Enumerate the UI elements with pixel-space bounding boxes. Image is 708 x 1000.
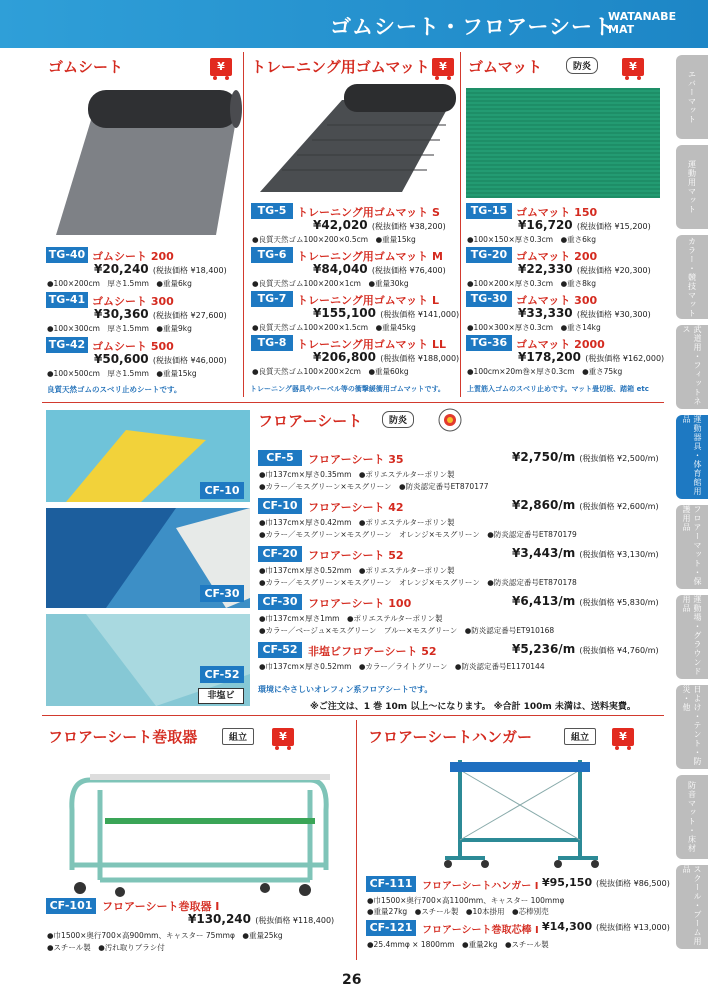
fireproof-badge: 防炎 bbox=[382, 411, 414, 428]
product-price bbox=[512, 594, 659, 608]
product-spec: ●100×300cm 厚さ1.5mm ●重量9kg bbox=[47, 324, 192, 333]
product-code: CF-121 bbox=[366, 920, 416, 936]
product-code: TG-8 bbox=[251, 335, 293, 351]
non-pvc-tag: 非塩ビ bbox=[198, 688, 244, 704]
price-value: ¥14,300 bbox=[542, 920, 593, 933]
price-tax: (税抜価格 ¥188,000) bbox=[380, 354, 460, 363]
product-name: フロアーシートハンガー I bbox=[422, 881, 539, 892]
product-price bbox=[94, 307, 227, 321]
price-value: ¥2,750/m bbox=[512, 450, 576, 464]
price-value: ¥95,150 bbox=[542, 876, 593, 889]
product-spec: ●巾137cm×厚さ0.52mm ●カラー／ライトグリーン ●防炎認定番号E1170144 bbox=[259, 662, 545, 671]
product-spec: ●カラー／ベージュ×モスグリーン ブルー×モスグリーン ●防炎認定番号ET910168 bbox=[259, 626, 555, 635]
product-spec: ●巾1500×奥行700×高1100mm、キャスター 100mmφ bbox=[367, 896, 565, 905]
price-value: ¥178,200 bbox=[518, 350, 582, 364]
sidebar-item[interactable]: フロアーマット・保護用品 bbox=[676, 505, 708, 589]
product-name: ゴムマット 200 bbox=[516, 250, 598, 263]
page-title: ゴムシート・フロアーシート bbox=[330, 15, 615, 39]
cart-icon[interactable]: ¥ bbox=[432, 58, 454, 76]
product-spec: ●巾137cm×厚さ0.42mm ●ポリエステルターポリン製 bbox=[259, 518, 455, 527]
product-spec: ●巾137cm×厚さ1mm ●ポリエステルターポリン製 bbox=[259, 614, 443, 623]
product-name: ゴムシート 500 bbox=[92, 340, 174, 353]
winder-title: フロアーシート巻取器 bbox=[48, 728, 198, 746]
sidebar-item[interactable]: 防音マット・床材 bbox=[676, 775, 708, 859]
floor-sheet-title: フロアーシート bbox=[258, 412, 363, 430]
sidebar-item[interactable]: 武道用・フィットネス bbox=[676, 325, 708, 409]
sidebar-item[interactable]: エバーマット bbox=[676, 55, 708, 139]
price-tax: (税抜価格 ¥76,400) bbox=[371, 266, 446, 275]
price-value: ¥155,100 bbox=[313, 306, 377, 320]
product-spec: ●カラー／モスグリーン×モスグリーン オレンジ×モスグリーン ●防炎認定番号ET870179 bbox=[259, 530, 577, 539]
sidebar-item[interactable]: 運動場・グラウンド用品 bbox=[676, 595, 708, 679]
hanger-title: フロアーシートハンガー bbox=[368, 728, 532, 746]
product-code: TG-30 bbox=[466, 291, 512, 307]
price-tax: (税抜価格 ¥27,600) bbox=[152, 311, 227, 320]
price-value: ¥50,600 bbox=[94, 352, 149, 366]
price-tax: (税抜価格 ¥2,600/m) bbox=[579, 502, 659, 511]
cart-icon[interactable]: ¥ bbox=[210, 58, 232, 76]
assembly-badge: 組立 bbox=[564, 728, 596, 745]
product-name: フロアーシート 35 bbox=[308, 453, 404, 466]
product-price bbox=[512, 546, 659, 560]
product-spec: ●良質天然ゴム100×200×2cm ●重量60kg bbox=[252, 367, 409, 376]
rubber-sheet-photo bbox=[46, 80, 242, 240]
rubber-mat-photo bbox=[466, 88, 660, 198]
product-code: CF-101 bbox=[46, 898, 96, 914]
photo-tag: CF-52 bbox=[200, 666, 244, 683]
training-mat-title: トレーニング用ゴムマット bbox=[251, 58, 430, 76]
product-spec: ●巾137cm×厚さ0.52mm ●ポリエステルターポリン製 bbox=[259, 566, 455, 575]
rubber-sheet-title: ゴムシート bbox=[48, 58, 124, 76]
product-name: トレーニング用ゴムマット S bbox=[297, 206, 440, 219]
product-spec: ●重量27kg ●スチール製 ●10本掛用 ●芯棒別売 bbox=[367, 907, 549, 916]
price-value: ¥30,360 bbox=[94, 307, 149, 321]
price-value: ¥33,330 bbox=[518, 306, 573, 320]
photo-tag: CF-30 bbox=[200, 585, 244, 602]
divider bbox=[42, 402, 664, 403]
product-code: TG-7 bbox=[251, 291, 293, 307]
price-value: ¥3,443/m bbox=[512, 546, 576, 560]
product-price bbox=[518, 218, 651, 232]
price-value: ¥42,020 bbox=[313, 218, 368, 232]
price-tax: (税抜価格 ¥86,500) bbox=[595, 879, 670, 888]
sidebar-item[interactable]: スクール・ブーム用品 bbox=[676, 865, 708, 949]
price-value: ¥6,413/m bbox=[512, 594, 576, 608]
product-name: ゴムマット 2000 bbox=[516, 338, 605, 351]
price-value: ¥22,330 bbox=[518, 262, 573, 276]
divider bbox=[460, 52, 461, 397]
product-code: TG-20 bbox=[466, 247, 512, 263]
price-tax: (税抜価格 ¥38,200) bbox=[371, 222, 446, 231]
sidebar-item[interactable]: 運動器具・体育館用品 bbox=[676, 415, 708, 499]
page-number: 26 bbox=[342, 972, 362, 988]
product-spec: ●スチール製 ●汚れ取りブラシ付 bbox=[47, 943, 165, 952]
divider bbox=[243, 52, 244, 397]
product-code: CF-5 bbox=[258, 450, 302, 466]
price-tax: (税抜価格 ¥4,760/m) bbox=[579, 646, 659, 655]
fireproof-badge: 防炎 bbox=[566, 57, 598, 74]
product-spec: ●巾137cm×厚さ0.35mm ●ポリエステルターポリン製 bbox=[259, 470, 455, 479]
product-name: フロアーシート巻取芯棒 I bbox=[422, 925, 539, 936]
product-spec: ●良質天然ゴム100×200×0.5cm ●重量15kg bbox=[252, 235, 416, 244]
product-code: CF-10 bbox=[258, 498, 302, 514]
price-value: ¥5,236/m bbox=[512, 642, 576, 656]
photo-tag: CF-10 bbox=[200, 482, 244, 499]
floor-sheet-note: 環境にやさしいオレフィン系フロアシートです。 bbox=[258, 685, 433, 694]
product-price bbox=[94, 262, 227, 276]
product-code: CF-30 bbox=[258, 594, 302, 610]
training-mat-note: トレーニング器具やバーベル等の衝撃緩衝用ゴムマットです。 bbox=[250, 385, 445, 393]
product-spec: ●カラー／モスグリーン×モスグリーン ●防炎認定番号ET870177 bbox=[259, 482, 489, 491]
hanger-photo bbox=[440, 750, 600, 870]
fireproof-mark-icon bbox=[438, 408, 462, 432]
product-spec: ●カラー／モスグリーン×モスグリーン オレンジ×モスグリーン ●防炎認定番号ET870178 bbox=[259, 578, 577, 587]
product-spec: ●良質天然ゴム100×200×1cm ●重量30kg bbox=[252, 279, 409, 288]
price-value: ¥20,240 bbox=[94, 262, 149, 276]
product-price bbox=[313, 262, 446, 276]
product-spec: ●25.4mmφ × 1800mm ●重量2kg ●スチール製 bbox=[367, 940, 549, 949]
sidebar-item[interactable]: カラー・競技マット bbox=[676, 235, 708, 319]
product-name: フロアーシート巻取器 I bbox=[102, 900, 220, 913]
product-spec: ●100×150×厚さ0.3cm ●重さ6kg bbox=[467, 235, 597, 244]
brand-name: WATANABE MAT bbox=[608, 10, 677, 36]
price-value: ¥206,800 bbox=[313, 350, 377, 364]
product-name: ゴムシート 200 bbox=[92, 250, 174, 263]
training-mat-photo bbox=[252, 80, 457, 200]
price-value: ¥2,860/m bbox=[512, 498, 576, 512]
product-spec: ●100×300×厚さ0.3cm ●重さ14kg bbox=[467, 323, 601, 332]
price-tax: (税抜価格 ¥20,300) bbox=[576, 266, 651, 275]
cart-icon[interactable]: ¥ bbox=[272, 728, 294, 746]
price-tax: (税抜価格 ¥162,000) bbox=[585, 354, 665, 363]
sidebar-item[interactable]: 運動用マット bbox=[676, 145, 708, 229]
product-price bbox=[512, 642, 659, 656]
product-price bbox=[313, 306, 459, 320]
price-tax: (税抜価格 ¥3,130/m) bbox=[579, 550, 659, 559]
product-price bbox=[94, 352, 227, 366]
product-price bbox=[542, 920, 670, 933]
divider bbox=[356, 720, 357, 960]
product-code: CF-52 bbox=[258, 642, 302, 658]
product-spec: ●100cm×20m巻×厚さ0.3cm ●重さ75kg bbox=[467, 367, 623, 376]
product-code: TG-40 bbox=[46, 247, 88, 263]
product-spec: ●100×500cm 厚さ1.5mm ●重量15kg bbox=[47, 369, 197, 378]
product-spec: ●巾1500×奥行700×高900mm、キャスター 75mmφ ●重量25kg bbox=[47, 931, 283, 940]
product-spec: ●100×200×厚さ0.3cm ●重さ8kg bbox=[467, 279, 597, 288]
price-value: ¥84,040 bbox=[313, 262, 368, 276]
product-name: トレーニング用ゴムマット LL bbox=[297, 338, 446, 351]
price-tax: (税抜価格 ¥18,400) bbox=[152, 266, 227, 275]
product-price bbox=[512, 450, 659, 464]
product-price: ¥130,240 (税抜価格 ¥118,400) bbox=[188, 912, 335, 926]
product-price bbox=[512, 498, 659, 512]
product-price bbox=[518, 306, 651, 320]
price-tax: (税抜価格 ¥5,830/m) bbox=[579, 598, 659, 607]
product-name: トレーニング用ゴムマット M bbox=[297, 250, 443, 263]
winder-photo bbox=[60, 750, 340, 900]
divider bbox=[42, 715, 664, 716]
price-tax: (税抜価格 ¥13,000) bbox=[595, 923, 670, 932]
product-spec: ●100×200cm 厚さ1.5mm ●重量6kg bbox=[47, 279, 192, 288]
cart-icon[interactable]: ¥ bbox=[612, 728, 634, 746]
product-code: TG-41 bbox=[46, 292, 88, 308]
product-name: ゴムシート 300 bbox=[92, 295, 174, 308]
price-tax: (税抜価格 ¥46,000) bbox=[152, 356, 227, 365]
product-name: ゴムマット 150 bbox=[516, 206, 598, 219]
product-code: TG-36 bbox=[466, 335, 512, 351]
product-code: TG-42 bbox=[46, 337, 88, 353]
product-spec: ●良質天然ゴム100×200×1.5cm ●重量45kg bbox=[252, 323, 416, 332]
product-name: フロアーシート 42 bbox=[308, 501, 404, 514]
product-code: CF-111 bbox=[366, 876, 416, 892]
product-code: TG-15 bbox=[466, 203, 512, 219]
product-name: フロアーシート 52 bbox=[308, 549, 404, 562]
assembly-badge: 組立 bbox=[222, 728, 254, 745]
cart-icon[interactable]: ¥ bbox=[622, 58, 644, 76]
sidebar-item[interactable]: 日よけ・テント・防災・他 bbox=[676, 685, 708, 769]
price-tax: (税抜価格 ¥141,000) bbox=[380, 310, 460, 319]
product-name: 非塩ビフロアーシート 52 bbox=[308, 645, 437, 658]
rubber-mat-note: 上質筋入ゴムのスベリ止めです。マット畳切板、踏箱 etc bbox=[467, 385, 649, 393]
product-name: ゴムマット 300 bbox=[516, 294, 598, 307]
rubber-sheet-note: 良質天然ゴムのスベリ止めシートです。 bbox=[47, 385, 182, 394]
product-name: フロアーシート 100 bbox=[308, 597, 412, 610]
product-code: TG-6 bbox=[251, 247, 293, 263]
product-price bbox=[518, 262, 651, 276]
product-code: CF-20 bbox=[258, 546, 302, 562]
product-price bbox=[542, 876, 670, 889]
product-price bbox=[313, 350, 459, 364]
product-price bbox=[313, 218, 446, 232]
price-value: ¥16,720 bbox=[518, 218, 573, 232]
order-note: ※ご注文は、1 巻 10m 以上〜になります。 ※合計 100m 未満は、送料実費。 bbox=[310, 702, 636, 712]
price-tax: (税抜価格 ¥30,300) bbox=[576, 310, 651, 319]
price-tax: (税抜価格 ¥2,500/m) bbox=[579, 454, 659, 463]
product-price bbox=[518, 350, 664, 364]
rubber-mat-title: ゴムマット bbox=[468, 58, 543, 76]
product-code: TG-5 bbox=[251, 203, 293, 219]
product-name: トレーニング用ゴムマット L bbox=[297, 294, 439, 307]
price-tax: (税抜価格 ¥15,200) bbox=[576, 222, 651, 231]
